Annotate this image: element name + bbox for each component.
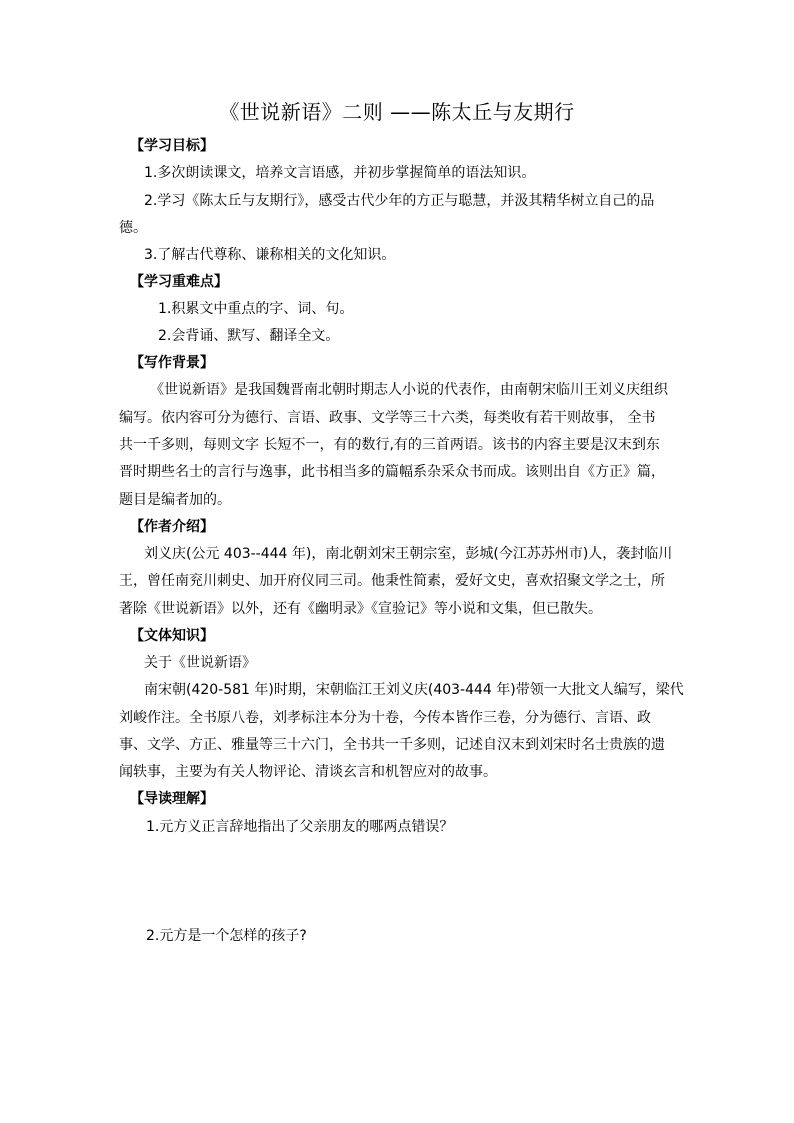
key-point-item-2: 2.会背诵、默写、翻译全文。 bbox=[158, 328, 340, 344]
question-2: 2.元方是一个怎样的孩子? bbox=[146, 928, 307, 944]
background-line-4: 晋时期些名士的言行与逸事，此书相当多的篇幅系杂采众书而成。该则出自《方正》篇， bbox=[119, 464, 665, 480]
goal-item-1: 1.多次朗读课文，培养文言语感，并初步掌握简单的语法知识。 bbox=[144, 165, 536, 181]
goal-item-3: 3.了解古代尊称、谦称相关的文化知识。 bbox=[144, 247, 396, 263]
genre-line-3: 事、文学、方正、雅量等三十六门，全书共一千多则，记述自汉末到刘宋时名士贵族的遗 bbox=[119, 737, 665, 753]
genre-subtitle: 关于《世说新语》 bbox=[144, 655, 256, 671]
section-heading-goals: 【学习目标】 bbox=[130, 138, 214, 154]
question-1: 1.元方义正言辞地指出了父亲朋友的哪两点错误？ bbox=[146, 819, 454, 835]
goal-item-2-cont: 德。 bbox=[119, 220, 147, 236]
background-line-2: 编写。依内容可分为德行、言语、政事、文学等三十六类，每类收有若干则故事， 全书 bbox=[119, 410, 656, 426]
background-line-3: 共一千多则，每则文字 长短不一，有的数行,有的三首两语。该书的内容主要是汉末到东 bbox=[119, 437, 660, 453]
background-line-5: 题目是编者加的。 bbox=[119, 492, 231, 508]
page-title: 《世说新语》二则 ——陈太丘与友期行 bbox=[219, 100, 575, 124]
author-line-1: 刘义庆(公元 403--444 年)，南北朝刘宋王朝宗室，彭城(今江苏苏州市)人，袭封临川 bbox=[144, 546, 673, 562]
genre-line-2: 刘峻作注。全书原八卷，刘孝标注本分为十卷，今传本皆作三卷，分为德行、言语、政 bbox=[119, 710, 651, 726]
section-heading-key-points: 【学习重难点】 bbox=[130, 274, 228, 290]
author-line-3: 著除《世说新语》以外，还有《幽明录》《宣验记》等小说和文集，但已散失。 bbox=[119, 601, 602, 617]
goal-item-2: 2.学习《陈太丘与友期行》，感受古代少年的方正与聪慧，并汲其精华树立自己的品 bbox=[144, 193, 655, 209]
section-heading-author: 【作者介绍】 bbox=[130, 519, 214, 535]
section-heading-background: 【写作背景】 bbox=[130, 355, 214, 371]
section-heading-genre: 【文体知识】 bbox=[130, 628, 214, 644]
author-line-2: 王，曾任南兖川刺史、加开府仪同三司。他秉性简素，爱好文史，喜欢招聚文学之士，所 bbox=[119, 573, 665, 589]
key-point-item-1: 1.积累文中重点的字、词、句。 bbox=[158, 301, 354, 317]
genre-line-4: 闻轶事，主要为有关人物评论、清谈玄言和机智应对的故事。 bbox=[119, 764, 497, 780]
section-heading-reading: 【导读理解】 bbox=[130, 791, 214, 807]
genre-line-1: 南宋朝(420-581 年)时期，宋朝临江王刘义庆(403-444 年)带领一大批文人编写，梁代 bbox=[144, 682, 684, 698]
background-line-1: 《世说新语》是我国魏晋南北朝时期志人小说的代表作，由南朝宋临川王刘义庆组织 bbox=[150, 382, 668, 398]
